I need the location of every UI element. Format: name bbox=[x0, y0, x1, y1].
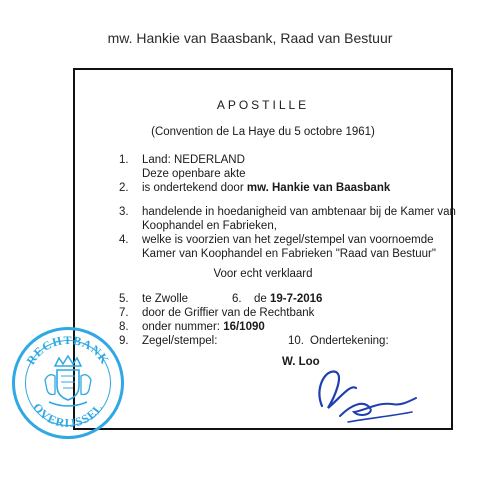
shield-icon bbox=[57, 370, 79, 400]
crown-icon bbox=[55, 356, 81, 366]
item-seal-line2: Kamer van Koophandel en Fabrieken "Raad van Bestuur" bbox=[142, 248, 436, 260]
item-number-1: 1. bbox=[119, 154, 129, 166]
item-number-line bbox=[142, 321, 265, 333]
apostille-title: APOSTILLE bbox=[216, 98, 310, 112]
signed-by-prefix: is ondertekend door bbox=[142, 182, 247, 194]
item-number-8: 8. bbox=[119, 321, 129, 333]
item-number-7: 7. bbox=[119, 307, 129, 319]
item-signed-by bbox=[142, 182, 390, 194]
item-number-2: 2. bbox=[119, 182, 129, 194]
item-number-10: 10. bbox=[288, 335, 304, 347]
stamp-bottom-text: OVERIJSSEL bbox=[30, 400, 106, 431]
item-capacity-line1: handelende in hoedanigheid van ambtenaar bij de Kamer van bbox=[142, 206, 456, 218]
item-number-9: 9. bbox=[119, 335, 129, 347]
court-seal-stamp bbox=[12, 327, 124, 439]
item-seal-line1: welke is voorzien van het zegel/stempel van voornoemde bbox=[142, 234, 434, 246]
left-lion-icon bbox=[45, 375, 55, 395]
document-header: mw. Hankie van Baasbank, Raad van Bestuur bbox=[107, 30, 393, 46]
item-capacity-line2: Koophandel en Fabrieken, bbox=[142, 220, 277, 232]
handwritten-signature bbox=[300, 358, 420, 428]
item-number-3: 3. bbox=[119, 206, 129, 218]
item-number-6: 6. bbox=[232, 293, 242, 305]
ribbon-icon bbox=[49, 402, 87, 406]
right-lion-icon bbox=[81, 375, 91, 395]
item-number-4: 4. bbox=[119, 234, 129, 246]
stamp-top-text: RECHTBANK bbox=[23, 333, 113, 368]
signer-name: W. Loo bbox=[282, 356, 320, 368]
item-number-5: 5. bbox=[119, 293, 129, 305]
date-prefix: de bbox=[254, 293, 270, 305]
item-country: Land: NEDERLAND bbox=[142, 154, 245, 166]
certified-heading: Voor echt verklaard bbox=[213, 268, 313, 280]
item-date bbox=[254, 293, 322, 305]
item-place: te Zwolle bbox=[142, 293, 189, 305]
item-public-document: Deze openbare akte bbox=[142, 168, 246, 180]
number-label: onder nummer: bbox=[142, 321, 224, 333]
item-seal-label: Zegel/stempel: bbox=[142, 335, 218, 347]
item-signature-label: Ondertekening: bbox=[310, 335, 389, 347]
item-authority: door de Griffier van de Rechtbank bbox=[142, 307, 315, 319]
apostille-subtitle: (Convention de La Haye du 5 octobre 1961) bbox=[151, 126, 375, 138]
signed-by-name: mw. Hankie van Baasbank bbox=[246, 182, 391, 194]
stamp-emblem bbox=[15, 330, 121, 436]
number-value: 16/1090 bbox=[223, 321, 265, 333]
date-value: 19-7-2016 bbox=[270, 293, 323, 305]
